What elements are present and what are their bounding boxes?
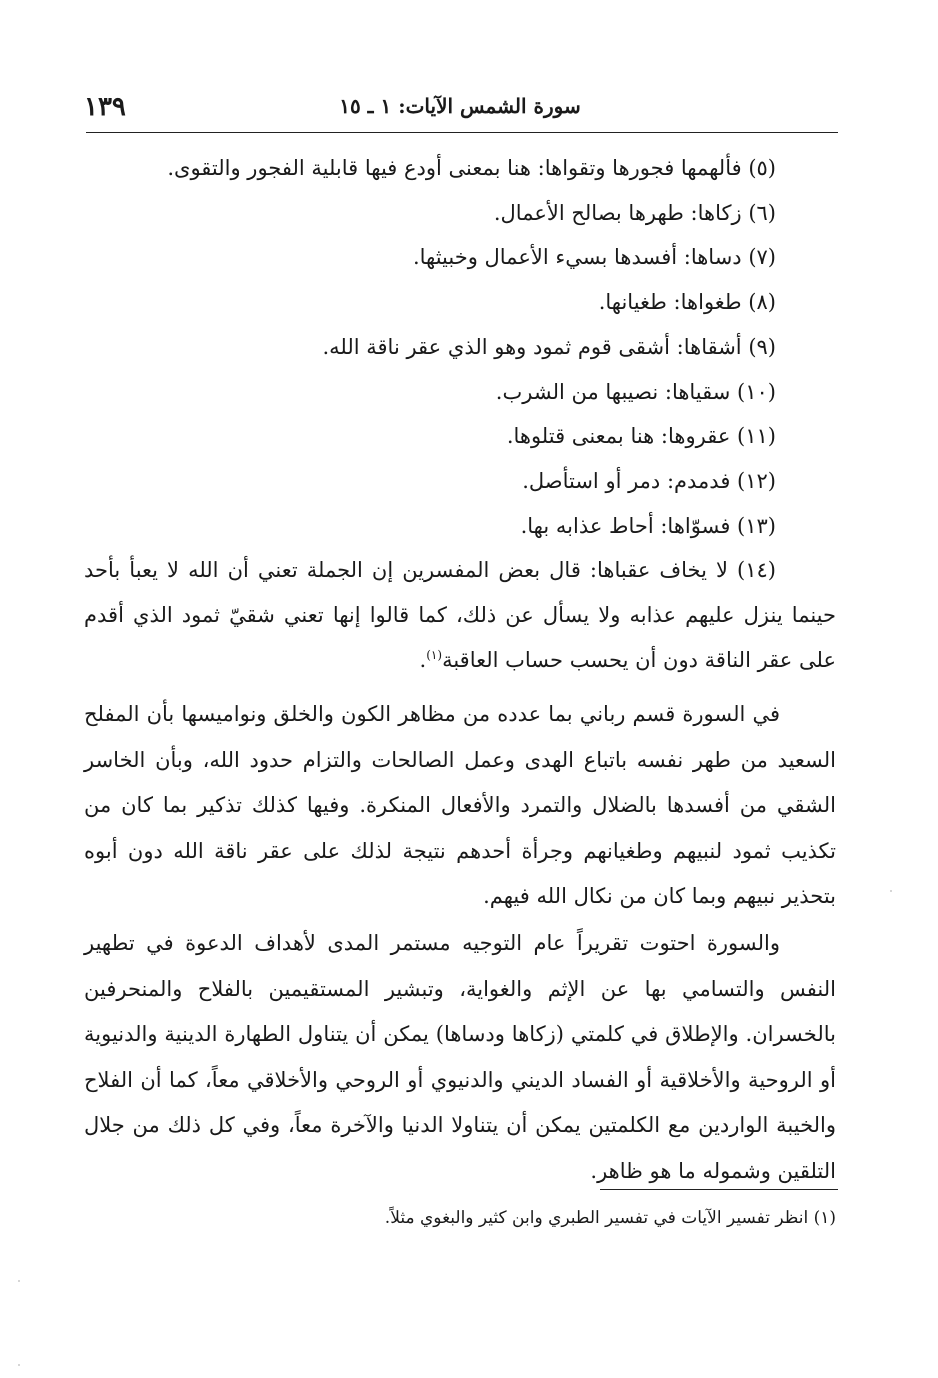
gloss-item: (١٣) فسوّاها: أحاط عذابه بها. — [520, 513, 776, 538]
gloss-item: (٨) طغواها: طغيانها. — [598, 290, 776, 315]
gloss-item: (٩) أشقاها: أشقى قوم ثمود وهو الذي عقر ناقة الله. — [322, 334, 776, 359]
gloss-item: (١٠) سقياها: نصيبها من الشرب. — [495, 379, 776, 404]
page-number: ١٣٩ — [84, 92, 126, 122]
gloss-item: (٥) فألهمها فجورها وتقواها: هنا بمعنى أودع فيها قابلية الفجور والتقوى. — [167, 156, 776, 180]
page-header — [84, 88, 836, 132]
body-paragraph: في السورة قسم رباني بما عدده من مظاهر الكون والخلق ونواميسها بأن المفلح السعيد من طهر نفسه باتباع الهدى وعمل الصالحات والتزام حدود الله، وبأن الخاسر الشقي من أفسدها بالضلال والتمرد والأفعال المنكرة. وفيها كذلك تذكير بما كان من تكذيب ثمود لنبيهم وطغيانهم وجرأة أحدهم نتيجة لذلك على عقر ناقة الله دون أبوه بتحذير نبيهم وبما كان من نكال الله فيهم. — [84, 702, 836, 908]
footnote-reference[interactable]: (١) — [426, 648, 443, 663]
gloss-item: (١١) عقروها: هنا بمعنى قتلوها. — [506, 424, 776, 449]
running-head: سورة الشمس الآيات: ١ ـ ١٥ — [339, 94, 581, 118]
gloss-item — [84, 548, 836, 683]
gloss-item: (٧) دساها: أفسدها بسيء الأعمال وخبيثها. — [412, 245, 776, 270]
scan-speck — [890, 890, 892, 892]
footnote: (١) انظر تفسير الآيات في تفسير الطبري وابن كثير والبغوي مثلاً. — [384, 1208, 836, 1228]
body-paragraph: والسورة احتوت تقريراً عام التوجيه مستمر المدى لأهداف الدعوة في تطهير النفس والتسامي بها عن الإثم والغواية، وتبشير المستقيمين بالفلاح والمنحرفين بالخسران. والإطلاق في كلمتي (زكاها ودساها) يمكن أن يتناول الطهارة الدينية والدنيوية أو الروحية والأخلاقية أو الفساد الديني والدنيوي أو الروحي والأخلاقي معاً، كما أن الفلاح والخيبة الواردين مع الكلمتين يمكن أن يتناولا الدنيا والآخرة معاً، وفي كل ذلك من جلال التلقين وشموله ما هو ظاهر. — [84, 931, 836, 1183]
header-rule — [86, 132, 838, 133]
scan-speck — [18, 1280, 20, 1282]
gloss-tail: . — [419, 648, 427, 673]
scan-speck — [18, 1364, 20, 1366]
gloss-item: (١٢) فدمدم: دمر أو استأصل. — [522, 468, 776, 493]
footnote-rule — [600, 1189, 838, 1190]
gloss-item: (٦) زكاها: طهرها بصالح الأعمال. — [493, 200, 776, 225]
gloss-text: (١٤) لا يخاف عقباها: قال بعض المفسرين إن الجملة تعني أن الله لا يعبأ بأحد حينما ينزل عليهم عذابه ولا يسأل عن ذلك، كما قالوا إنها تعني شقيّ ثمود الذي أقدم على عقر الناقة دون أن يحسب حساب العاقبة — [84, 558, 836, 673]
gloss-list — [84, 146, 836, 683]
